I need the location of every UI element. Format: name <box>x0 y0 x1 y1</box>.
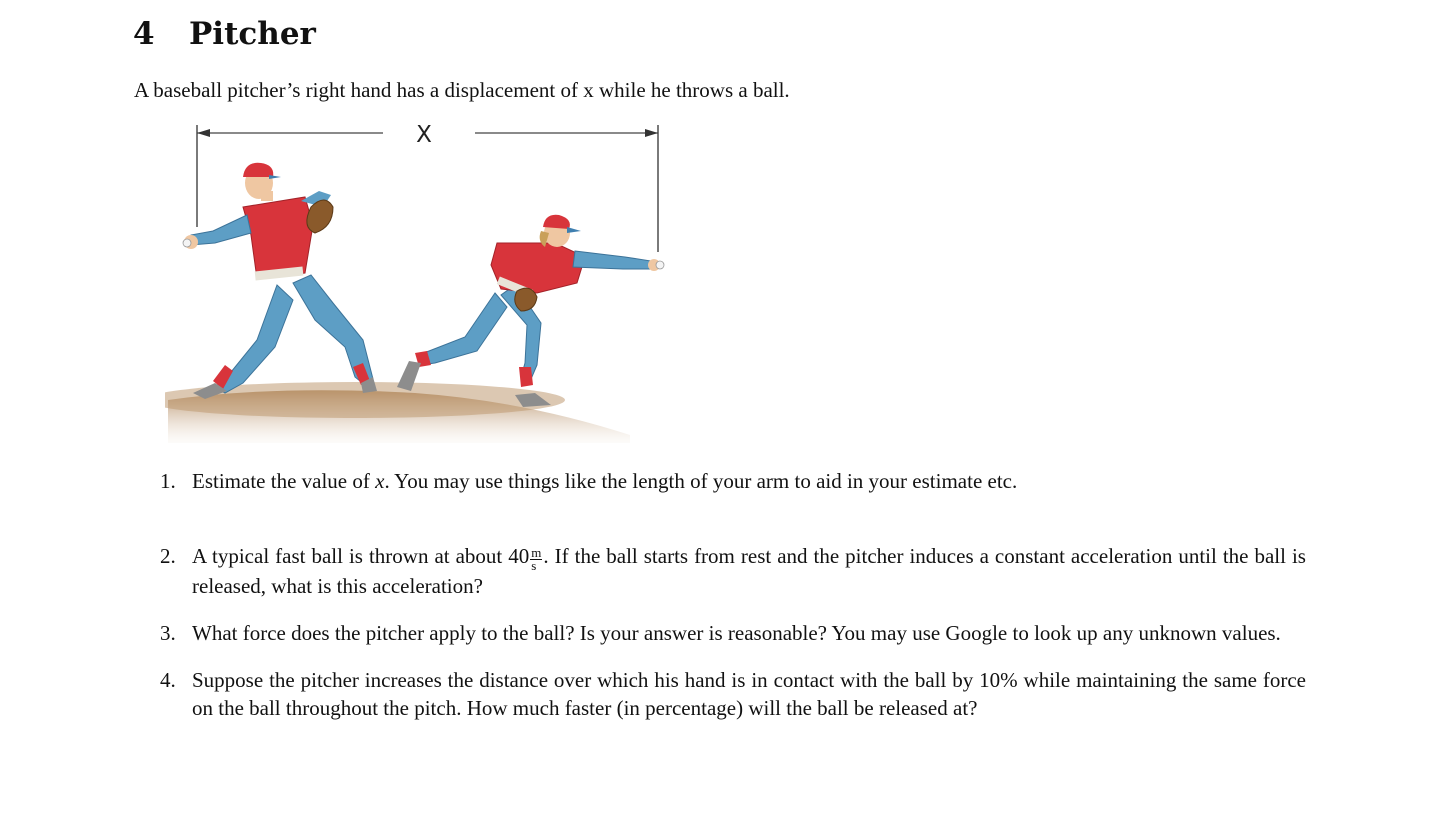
question-text <box>192 542 1306 600</box>
question-text-part: A typical fast ball is thrown at about 40 <box>192 544 530 568</box>
question-number: 3. <box>160 621 176 645</box>
unit-numerator: m <box>531 545 542 560</box>
pitcher-figure <box>165 115 675 445</box>
question-text: Suppose the pitcher increases the distance over which his hand is in contact with the ball by 10% while maintaining the same force on the ball throughout the pitch. How much faster (in percentage) will the ball be released at? <box>192 668 1306 720</box>
pitcher-release <box>397 215 664 407</box>
question-text-part: Estimate the value of <box>192 469 376 493</box>
displacement-label: X <box>416 122 432 148</box>
question-number: 2. <box>160 544 176 568</box>
question-item <box>160 542 1306 600</box>
question-item <box>160 467 1306 495</box>
pitcher-illustration <box>165 115 675 445</box>
question-item <box>160 666 1306 722</box>
section-title: Pitcher <box>189 16 316 52</box>
question-item <box>160 619 1306 647</box>
unit-denominator: s <box>531 558 537 573</box>
question-text-part: . If the ball starts from rest and the pitcher induces a constant acceleration until the ball is released, what is this acceleration? <box>192 544 1306 598</box>
intro-paragraph: A baseball pitcher’s right hand has a displacement of x while he throws a ball. <box>134 78 790 102</box>
section-number: 4 <box>133 16 155 52</box>
pitcher-windup <box>183 163 377 399</box>
question-number: 1. <box>160 469 176 493</box>
question-text <box>192 467 1306 495</box>
question-list <box>160 467 1306 722</box>
question-number: 4. <box>160 668 176 692</box>
question-text: What force does the pitcher apply to the ball? Is your answer is reasonable? You may use Google to look up any unknown values. <box>192 621 1281 645</box>
section-heading <box>133 12 316 56</box>
math-variable: x <box>375 469 385 493</box>
unit-fraction <box>530 547 542 572</box>
question-text-part: . You may use things like the length of your arm to aid in your estimate etc. <box>384 469 1018 493</box>
